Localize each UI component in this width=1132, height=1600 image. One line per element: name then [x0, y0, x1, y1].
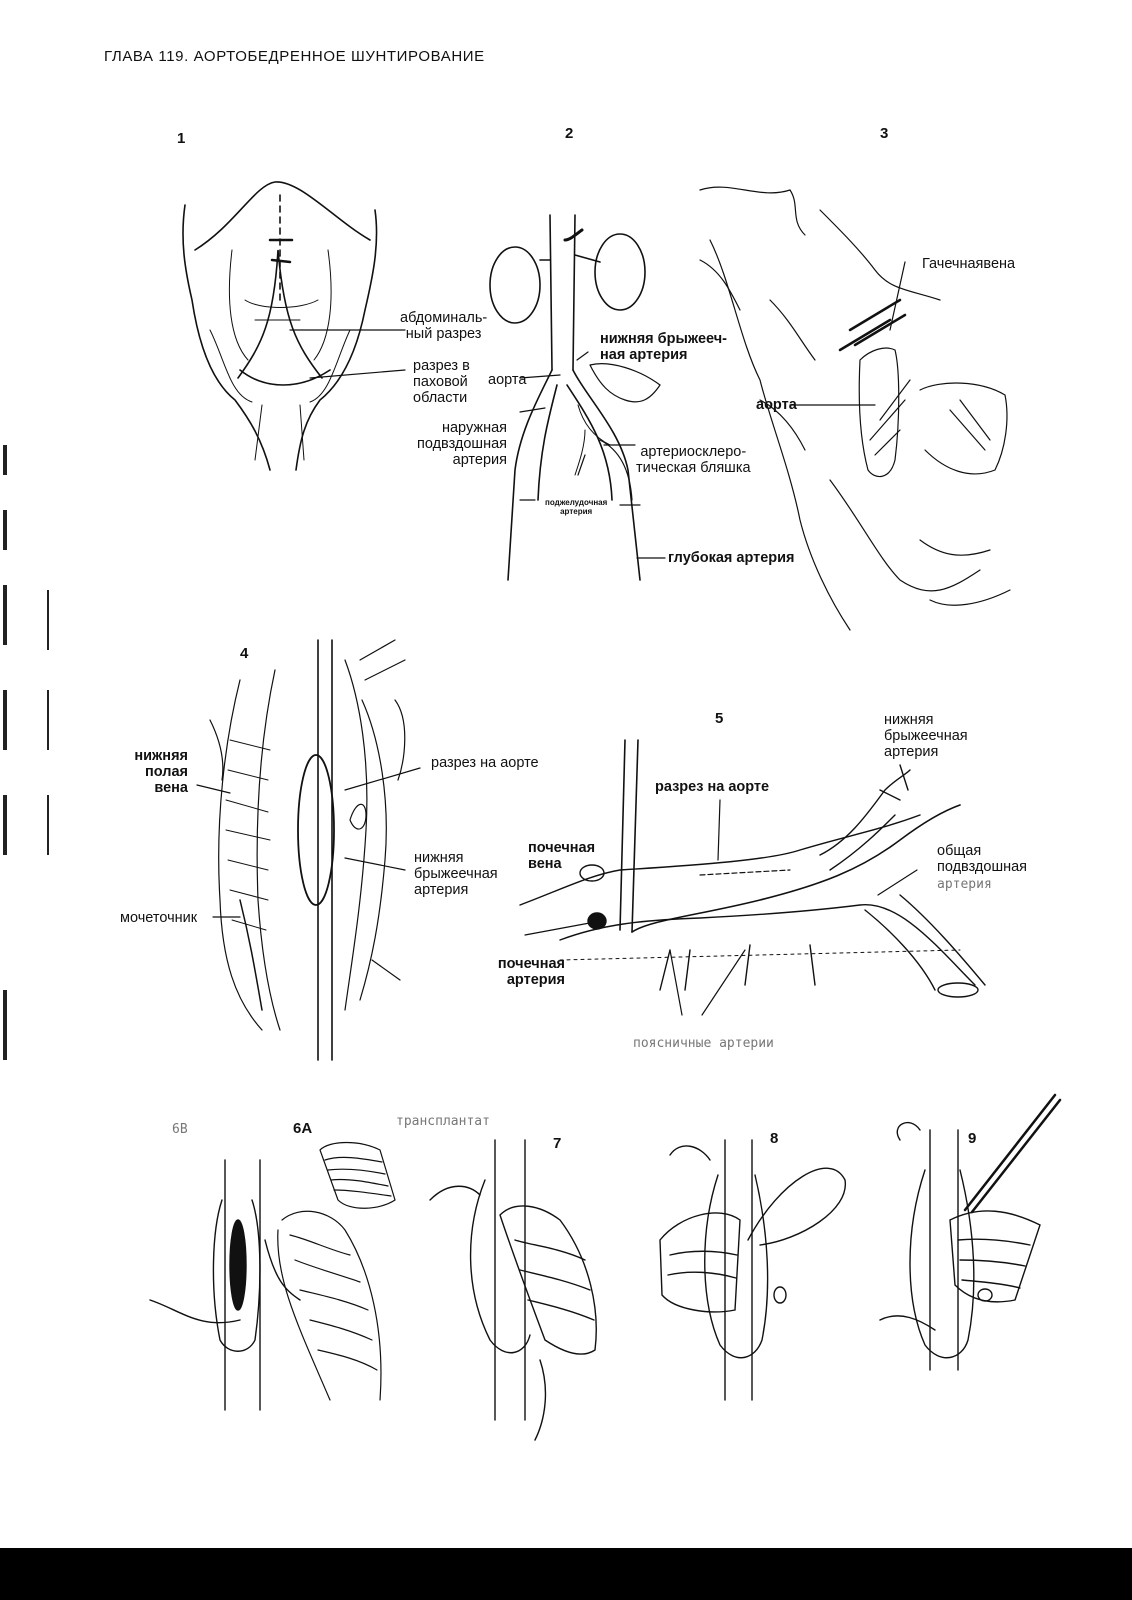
label-aortic-incision-fig4: разрез на аорте	[431, 755, 539, 771]
label-renal-artery: почечная артерия	[497, 956, 565, 988]
label-ureter: мочеточник	[120, 910, 198, 926]
label-common-iliac: общая подвздошная	[937, 843, 1028, 875]
page-header: ГЛАВА 119. АОРТОБЕДРЕННОЕ ШУНТИРОВАНИЕ	[104, 48, 485, 65]
margin-mark	[3, 990, 7, 1060]
label-external-iliac: наружная подвздошная артерия	[416, 420, 507, 468]
figure-7-anastomosis	[430, 1140, 596, 1440]
footer-bar	[0, 1548, 1132, 1600]
figure-number-6b: 6B	[172, 1122, 188, 1137]
label-inferior-vena-cava: нижняя полая вена	[134, 748, 188, 796]
margin-mark	[3, 795, 7, 855]
figure-number-2: 2	[565, 125, 574, 142]
label-graft: трансплантат	[396, 1114, 490, 1129]
label-inferior-mesenteric-fig5: нижняя брыжеечная артерия	[884, 712, 968, 760]
label-inguinal-incision: разрез в паховой области	[413, 358, 470, 406]
figure-6b-incision	[150, 1160, 300, 1410]
label-inferior-mesenteric-fig2: нижняя брыжееч- ная артерия	[600, 331, 727, 363]
margin-mark	[3, 585, 7, 645]
label-hepatic-vein: Гачечнаявена	[922, 256, 1016, 272]
margin-mark	[3, 445, 7, 475]
margin-mark	[47, 690, 49, 750]
margin-mark	[3, 510, 7, 550]
label-lumbar-arteries: поясничные артерии	[633, 1036, 774, 1051]
figure-number-7: 7	[553, 1135, 562, 1152]
label-pancreatic-artery: поджелудочная артерия	[545, 498, 608, 516]
label-atherosclerotic-plaque: артериосклеро- тическая бляшка	[636, 444, 751, 476]
margin-mark	[3, 690, 7, 750]
figure-4-aorta-incision	[210, 640, 405, 1060]
label-deep-artery: глубокая артерия	[668, 550, 795, 566]
label-abdominal-incision: абдоминаль- ный разрез	[400, 310, 488, 342]
figure-number-3: 3	[880, 125, 889, 142]
label-aortic-incision-fig5: разрез на аорте	[655, 779, 770, 795]
figure-2-aorta	[490, 215, 660, 580]
figure-number-5: 5	[715, 710, 724, 727]
margin-mark	[47, 590, 49, 650]
figure-6a-graft	[278, 1143, 395, 1401]
label-common-iliac-artery: артерия	[937, 877, 992, 892]
figure-number-4: 4	[240, 645, 249, 662]
label-renal-vein: почечная вена	[528, 840, 596, 872]
figure-number-8: 8	[770, 1130, 779, 1147]
margin-mark	[47, 795, 49, 855]
label-aorta-fig3: аорта	[756, 397, 797, 413]
label-inferior-mesenteric-fig4: нижняя брыжеечная артерия	[414, 850, 498, 898]
label-aorta-fig2: аорта	[488, 372, 527, 388]
figure-number-1: 1	[177, 130, 186, 147]
figure-number-9: 9	[968, 1130, 977, 1147]
figure-1-torso	[183, 182, 377, 470]
figure-8-anastomosis	[660, 1140, 845, 1400]
figure-number-6a: 6A	[293, 1120, 313, 1137]
